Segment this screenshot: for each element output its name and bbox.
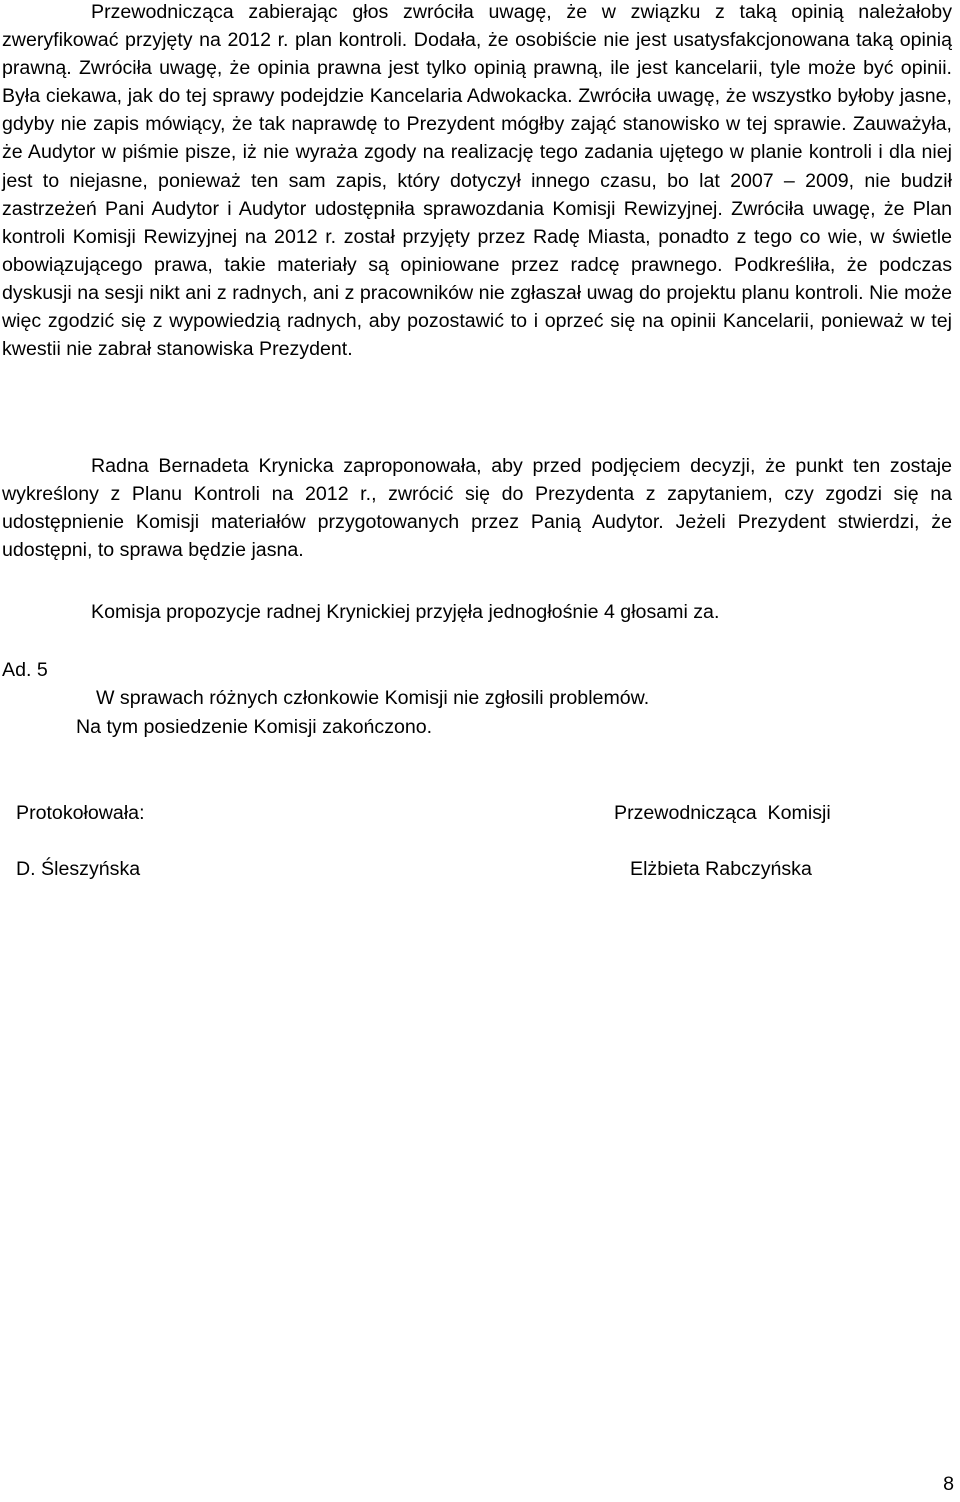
paragraph-krynicka-proposal: Radna Bernadeta Krynicka zaproponowała, aby przed podjęciem decyzji, że punkt ten zostaje wykreślony z Planu Kontroli na 2012 r., zwrócić się do Prezydenta z zapytaniem, czy zgodzi się na udostępnienie Komisji materiałów przygotowanych przez Panią Audytor. Jeżeli Prezydent stwierdzi, że udostępni, to sprawa będzie jasna. bbox=[2, 455, 952, 562]
paragraph-chair-statement: Przewodnicząca zabierając głos zwróciła uwagę, że w związku z taką opinią należałoby zweryfikować przyjęty na 2012 r. plan kontroli. Dodała, że osobiście nie jest usatysfakcjonowana taką opinią prawną. Zwróciła uwagę, że opinia prawna jest tylko opinią prawną, ile jest kancelarii, tyle może być opinii. Była ciekawa, jak do tej sprawy podejdzie Kancelaria Adwokacka. Zwróciła uwagę, że wszystko byłoby jasne, gdyby nie zapis mówiący, że tak naprawdę to Prezydent mógłby zająć stanowisko w tej sprawie. Zauważyła, że Audytor w piśmie pisze, iż nie wyraża zgody na realizację tego zadania ujętego w planie kontroli i dla niej jest to niejasne, ponieważ ten sam zapis, który dotyczył innego czasu, bo lat 2007 – 2009, nie budził zastrzeżeń Pani Audytor i Audytor udostępniła sprawozdania Komisji Rewizyjnej. Zwróciła uwagę, że Plan kontroli Komisji Rewizyjnej na 2012 r. został przyjęty przez Radę Miasta, ponadto z tego co wie, w świetle obowiązującego prawa, takie materiały są opiniowane przez radcę prawnego. Podkreśliła, że podczas dyskusji na sesji nikt ani z radnych, ani z pracowników nie zgłaszał uwag do projektu planu kontroli. Nie może więc zgodzić się z wypowiedzią radnych, aby pozostawić to i oprzeć się na opinii Kancelarii, ponieważ w tej kwestii nie zabrał stanowiska Prezydent. bbox=[2, 1, 952, 361]
agenda-item-label: Ad. 5 bbox=[2, 659, 48, 681]
closing-line-other-matters: W sprawach różnych członkowie Komisji nie zgłosili problemów. bbox=[96, 687, 650, 709]
signature-name-chair: Elżbieta Rabczyńska bbox=[630, 858, 812, 880]
closing-line-meeting-ended: Na tym posiedzenie Komisji zakończono. bbox=[76, 716, 433, 738]
signature-label-recorder: Protokołowała: bbox=[16, 802, 145, 824]
paragraph-vote-result: Komisja propozycje radnej Krynickiej przyjęła jednogłośnie 4 głosami za. bbox=[91, 601, 720, 623]
page-number: 8 bbox=[943, 1473, 954, 1495]
signature-name-recorder: D. Śleszyńska bbox=[16, 858, 141, 880]
signature-label-chair: Przewodnicząca Komisji bbox=[614, 802, 831, 824]
